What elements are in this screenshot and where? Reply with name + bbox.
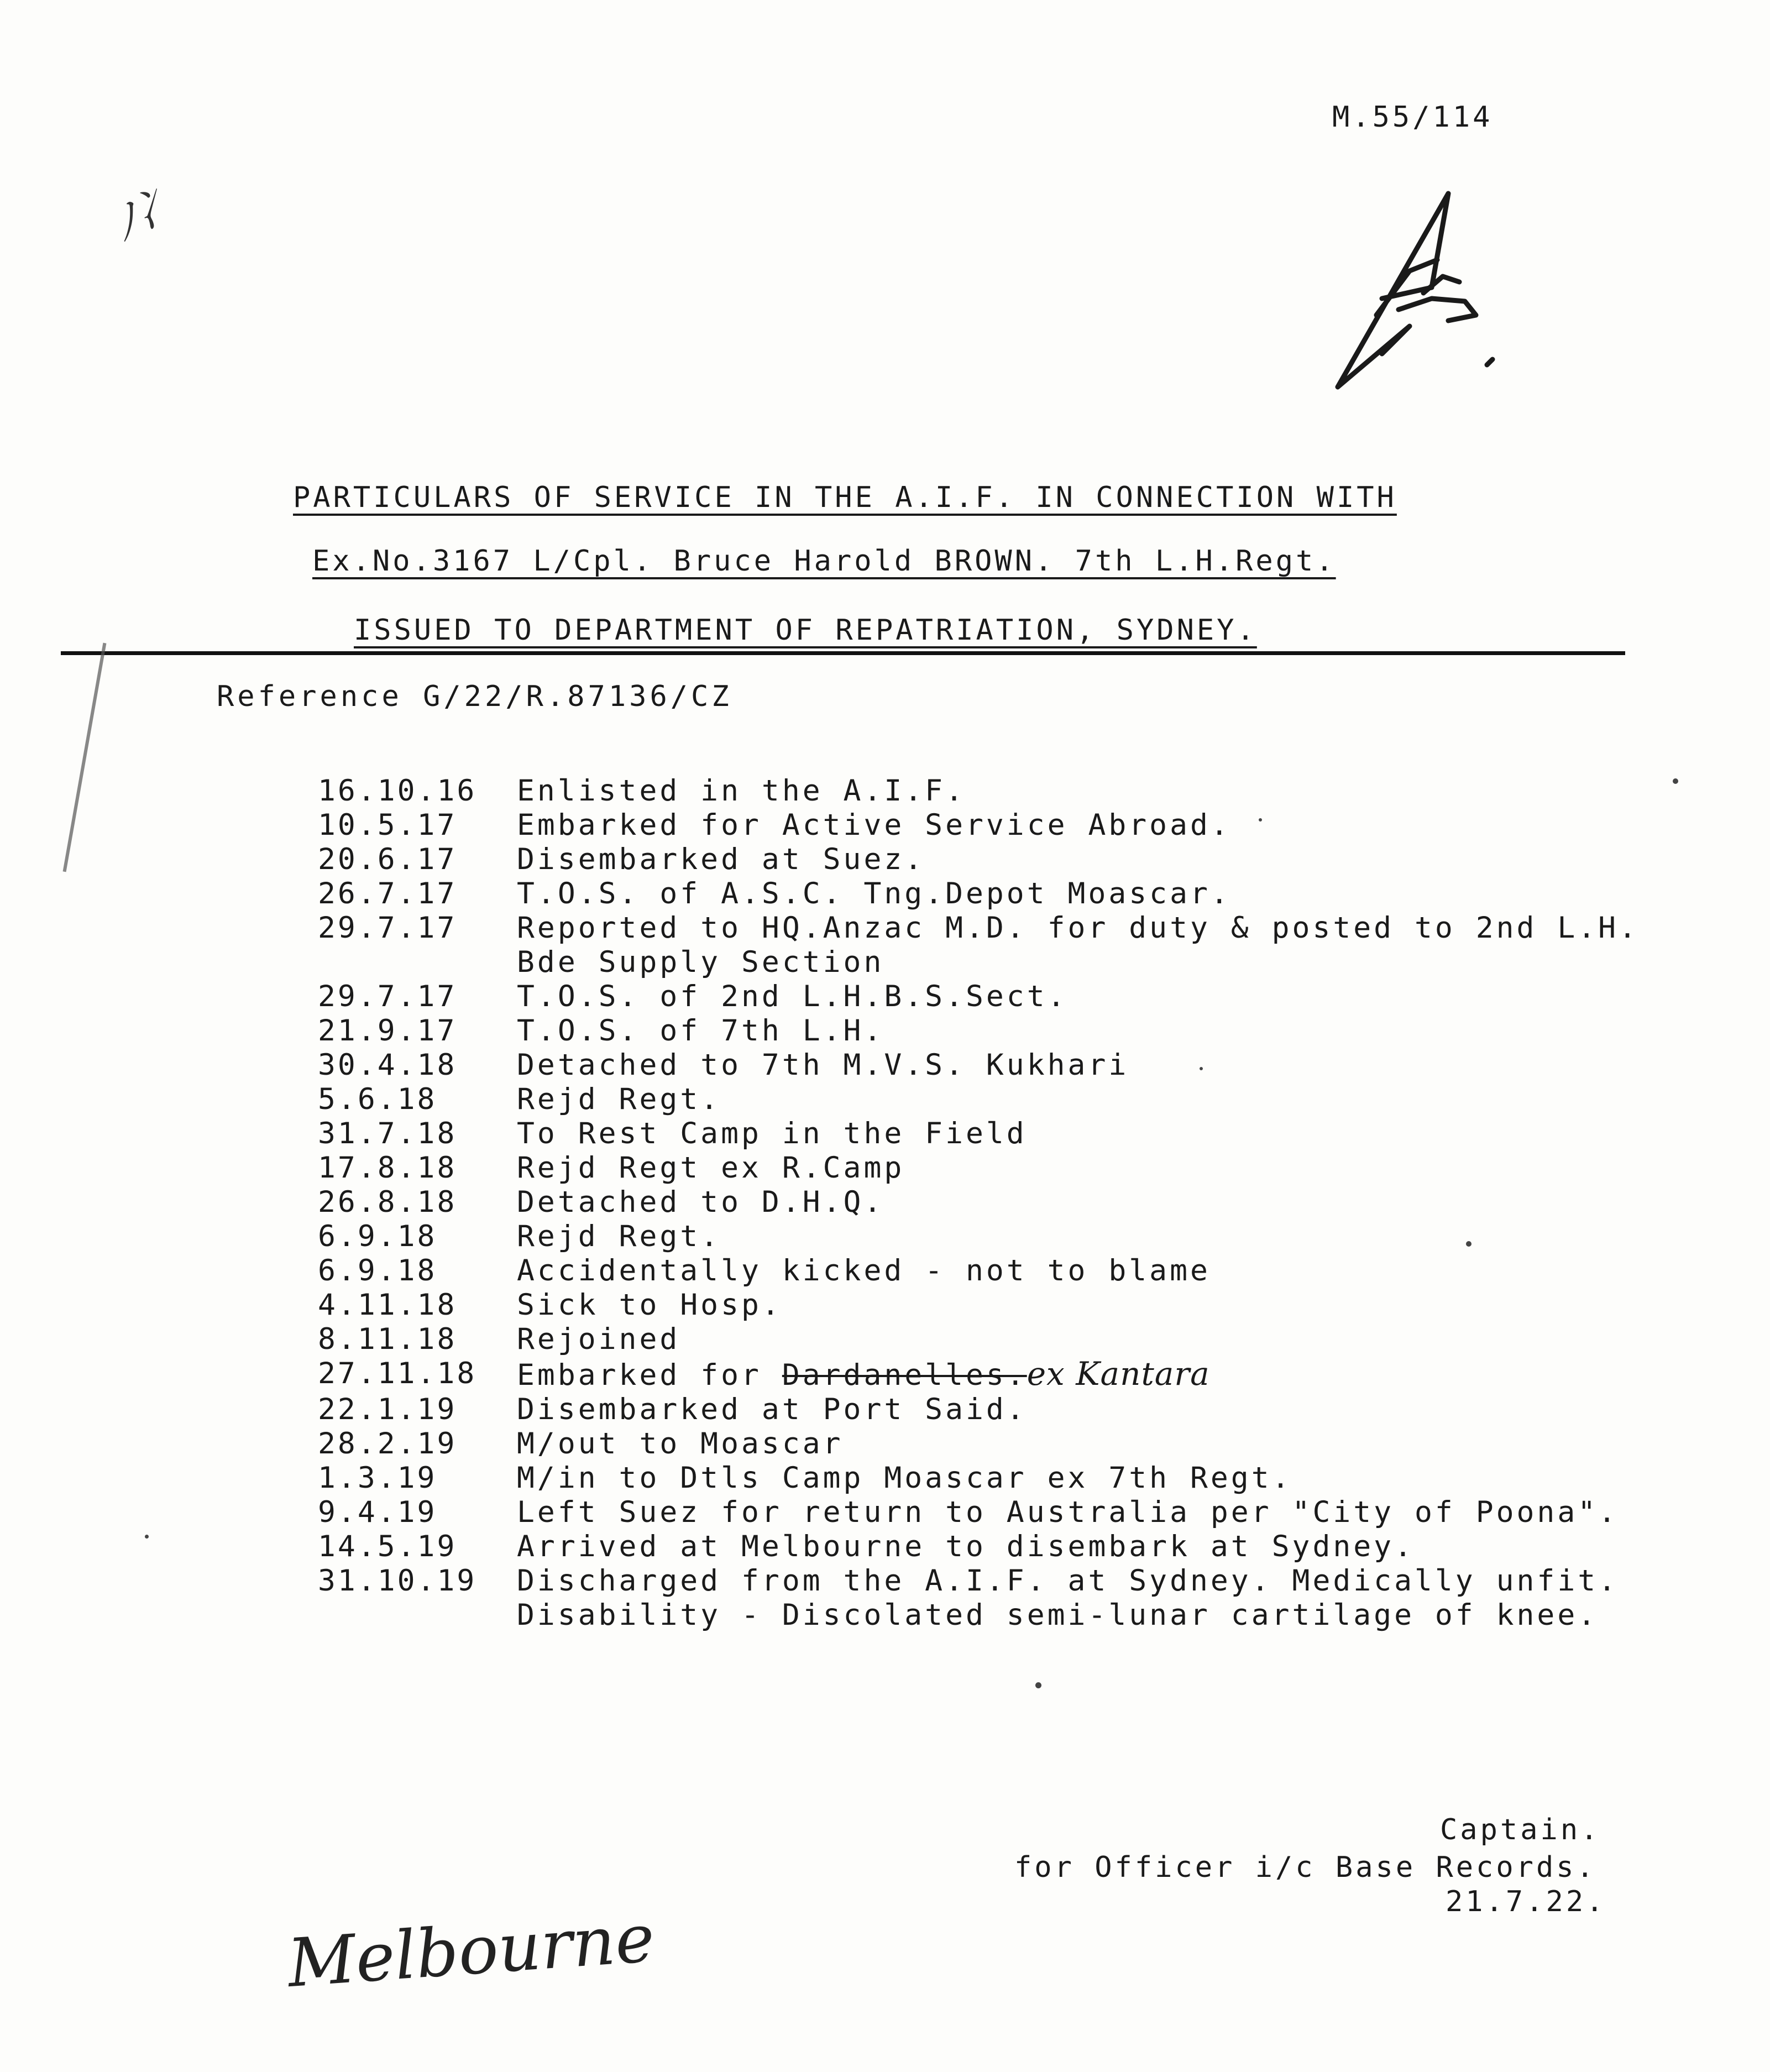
signature-date: 21.7.22. <box>1446 1885 1606 1918</box>
scan-speck <box>145 1535 149 1539</box>
entry-text: Rejoined <box>517 1322 680 1356</box>
entry-row <box>318 1393 1645 1427</box>
entry-row <box>318 1082 1645 1117</box>
entry-row <box>318 774 1645 808</box>
heading-line-2: Ex.No.3167 L/Cpl. Bruce Harold BROWN. 7th L.H.Regt. <box>312 545 1336 578</box>
entry-row <box>318 1185 1645 1220</box>
scan-speck <box>1466 1241 1471 1247</box>
entry-text: Accidentally kicked - not to blame <box>517 1254 1211 1288</box>
entry-date: 30.4.18 <box>318 1048 457 1082</box>
entry-text: T.O.S. of 7th L.H. <box>517 1014 884 1048</box>
signatory-for-line: for Officer i/c Base Records. <box>1014 1851 1596 1884</box>
entry-text: Embarked for <box>517 1358 782 1392</box>
entry-text-continuation: Bde Supply Section <box>517 945 884 979</box>
entry-row <box>318 1495 1645 1530</box>
entry-row <box>318 1530 1645 1564</box>
scan-speck <box>1259 818 1262 822</box>
entry-text: Disembarked at Suez. <box>517 843 925 876</box>
entry-date: 9.4.19 <box>318 1495 437 1529</box>
entry-text: Rejd Regt. <box>517 1220 721 1253</box>
entry-date: 31.10.19 <box>318 1564 477 1598</box>
entry-text: Detached to 7th M.V.S. Kukhari <box>517 1048 1129 1082</box>
entry-date: 6.9.18 <box>318 1220 437 1253</box>
entry-text: T.O.S. of 2nd L.H.B.S.Sect. <box>517 980 1068 1013</box>
entry-row-continuation <box>318 1598 1645 1633</box>
entry-text: M/out to Moascar <box>517 1427 844 1461</box>
entry-row <box>318 1357 1645 1393</box>
entry-row <box>318 1461 1645 1495</box>
reference-code: Reference G/22/R.87136/CZ <box>217 680 732 713</box>
entry-date: 8.11.18 <box>318 1322 457 1356</box>
entry-date: 29.7.17 <box>318 911 457 945</box>
heading-divider-rule <box>61 651 1625 655</box>
entry-text: Reported to HQ.Anzac M.D. for duty & posted to 2nd L.H. <box>517 911 1639 945</box>
entry-row <box>318 980 1645 1014</box>
entry-text: Arrived at Melbourne to disembark at Sydney. <box>517 1530 1415 1563</box>
entry-date: 4.11.18 <box>318 1288 457 1322</box>
entry-date: 1.3.19 <box>318 1461 437 1495</box>
entry-row <box>318 1117 1645 1151</box>
entry-text: Disembarked at Port Said. <box>517 1393 1027 1426</box>
entry-text: Sick to Hosp. <box>517 1288 782 1322</box>
entry-text: Rejd Regt ex R.Camp <box>517 1151 905 1185</box>
entry-row <box>318 1254 1645 1288</box>
entry-date: 31.7.18 <box>318 1117 457 1150</box>
entry-row <box>318 1048 1645 1082</box>
entry-row-continuation <box>318 945 1645 980</box>
entry-text: Left Suez for return to Australia per "City of Poona". <box>517 1495 1619 1529</box>
entry-date: 22.1.19 <box>318 1393 457 1426</box>
entry-row <box>318 1427 1645 1461</box>
entry-text: Rejd Regt. <box>517 1082 721 1116</box>
entry-date: 29.7.17 <box>318 980 457 1013</box>
handwritten-insertion: ex Kantara <box>1027 1355 1210 1393</box>
entry-text: M/in to Dtls Camp Moascar ex 7th Regt. <box>517 1461 1292 1495</box>
entry-date: 21.9.17 <box>318 1014 457 1048</box>
entry-row <box>318 1151 1645 1185</box>
entry-date: 20.6.17 <box>318 843 457 876</box>
scan-speck <box>1035 1682 1041 1688</box>
signatory-rank: Captain. <box>1440 1813 1601 1846</box>
heading-line-1: PARTICULARS OF SERVICE IN THE A.I.F. IN CONNECTION WITH <box>293 481 1397 514</box>
entry-date: 26.8.18 <box>318 1185 457 1219</box>
entry-date: 26.7.17 <box>318 877 457 911</box>
entry-row <box>318 1322 1645 1357</box>
entry-date: 17.8.18 <box>318 1151 457 1185</box>
entry-date: 10.5.17 <box>318 808 457 842</box>
entry-text: Enlisted in the A.I.F. <box>517 774 966 808</box>
entry-date: 28.2.19 <box>318 1427 457 1461</box>
document-reference-number: M.55/114 <box>1332 101 1493 134</box>
entry-row <box>318 1220 1645 1254</box>
entry-text: To Rest Camp in the Field <box>517 1117 1027 1150</box>
entry-text: Discharged from the A.I.F. at Sydney. Medically unfit. <box>517 1564 1619 1598</box>
initials-signature <box>1316 182 1509 393</box>
entry-text-continuation: Disability - Discolated semi-lunar cartilage of knee. <box>517 1598 1599 1632</box>
entry-text: Detached to D.H.Q. <box>517 1185 884 1219</box>
entry-row <box>318 1564 1645 1598</box>
entry-text: Embarked for Active Service Abroad. <box>517 808 1231 842</box>
entry-row <box>318 843 1645 877</box>
entry-text: T.O.S. of A.S.C. Tng.Depot Moascar. <box>517 877 1231 911</box>
entry-row <box>318 1288 1645 1322</box>
entry-row <box>318 877 1645 911</box>
service-entries-list <box>318 774 1645 1633</box>
margin-mark: ﾉ冫 <box>104 174 187 250</box>
scan-speck <box>1200 1067 1203 1070</box>
left-margin-scratch <box>63 643 107 872</box>
heading-line-3: ISSUED TO DEPARTMENT OF REPATRIATION, SYDNEY. <box>354 614 1257 647</box>
entry-row <box>318 1014 1645 1048</box>
struck-out-text: Dardanelles. <box>782 1358 1027 1392</box>
entry-row <box>318 808 1645 843</box>
scan-speck <box>1673 778 1678 784</box>
entry-date: 27.11.18 <box>318 1357 477 1390</box>
entry-date: 5.6.18 <box>318 1082 437 1116</box>
entry-row <box>318 911 1645 945</box>
entry-date: 16.10.16 <box>318 774 477 808</box>
handwritten-melbourne-note: Melbourne <box>285 1900 657 2002</box>
entry-date: 14.5.19 <box>318 1530 457 1563</box>
entry-date: 6.9.18 <box>318 1254 437 1288</box>
